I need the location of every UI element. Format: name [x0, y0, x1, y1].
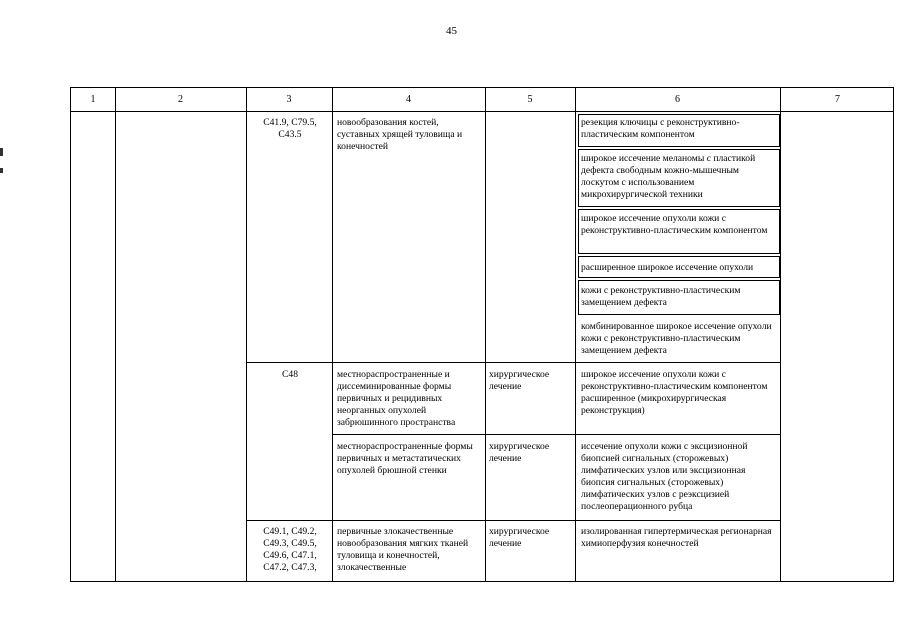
column-header-7: 7: [835, 94, 840, 105]
treatment-method: широкое иссечение опухоли кожи с реконструктивно-пластическим компонентом: [581, 213, 768, 236]
scan-artifact: [0, 168, 3, 173]
column-header-3: 3: [286, 94, 292, 105]
treatment-method: иссечение опухоли кожи с эксцизионной биопсией сигнальных (сторожевых) лимфатических узлов или эксцизионная биопсия сигнальных (сторожевых) лимфатических узлов с реэксцизией послеоперационного рубца: [581, 441, 748, 512]
diagnosis-codes: C48: [282, 369, 298, 380]
treatment-method: кожи с реконструктивно-пластическим замещением дефекта: [581, 285, 741, 308]
treatment-method: широкое иссечение меланомы с пластикой дефекта свободным кожно-мышечным лоскутом с использованием микрохирургической техники: [581, 153, 756, 200]
column-header-5: 5: [527, 94, 533, 105]
condition-description: местнораспространенные формы первичных и метастатических опухолей брюшной стенки: [337, 441, 473, 476]
treatment-method: расширенное широкое иссечение опухоли: [581, 262, 754, 273]
diagnosis-codes: C41.9, C79.5, C43.5: [263, 117, 317, 140]
column-header-1: 1: [90, 94, 96, 105]
treatment-type: хирургическое лечение: [489, 526, 550, 549]
condition-description: местнораспространенные и диссеминированные формы первичных и рецидивных неорганных опухолей забрюшинного пространства: [337, 369, 456, 428]
treatment-type: хирургическое лечение: [489, 369, 550, 392]
treatment-method: изолированная гипертермическая регионарная химиоперфузия конечностей: [581, 526, 772, 549]
column-header-6: 6: [675, 94, 680, 105]
treatment-method: резекция ключицы с реконструктивно-пластическим компонентом: [581, 117, 740, 140]
page-number: 45: [446, 25, 457, 37]
diagnosis-codes: C49.1, C49.2, C49.3, C49.5, C49.6, C47.1, C47.2, C47.3,: [263, 526, 317, 573]
treatment-type: хирургическое лечение: [489, 441, 550, 464]
condition-description: первичные злокачественные новообразования мягких тканей туловища и конечностей, злокачественные: [337, 526, 469, 573]
treatment-method: широкое иссечение опухоли кожи с реконструктивно-пластическим компонентом расширенное (микрохирургическая реконструкция): [581, 369, 768, 416]
scan-artifact: [0, 148, 3, 156]
column-header-2: 2: [178, 94, 183, 105]
column-header-4: 4: [406, 94, 411, 105]
procedures-table: [70, 87, 894, 582]
treatment-method: комбинированное широкое иссечение опухоли кожи с реконструктивно-пластическим замещением дефекта: [581, 321, 772, 356]
condition-description: новообразования костей, суставных хрящей туловища и конечностей: [337, 117, 463, 152]
